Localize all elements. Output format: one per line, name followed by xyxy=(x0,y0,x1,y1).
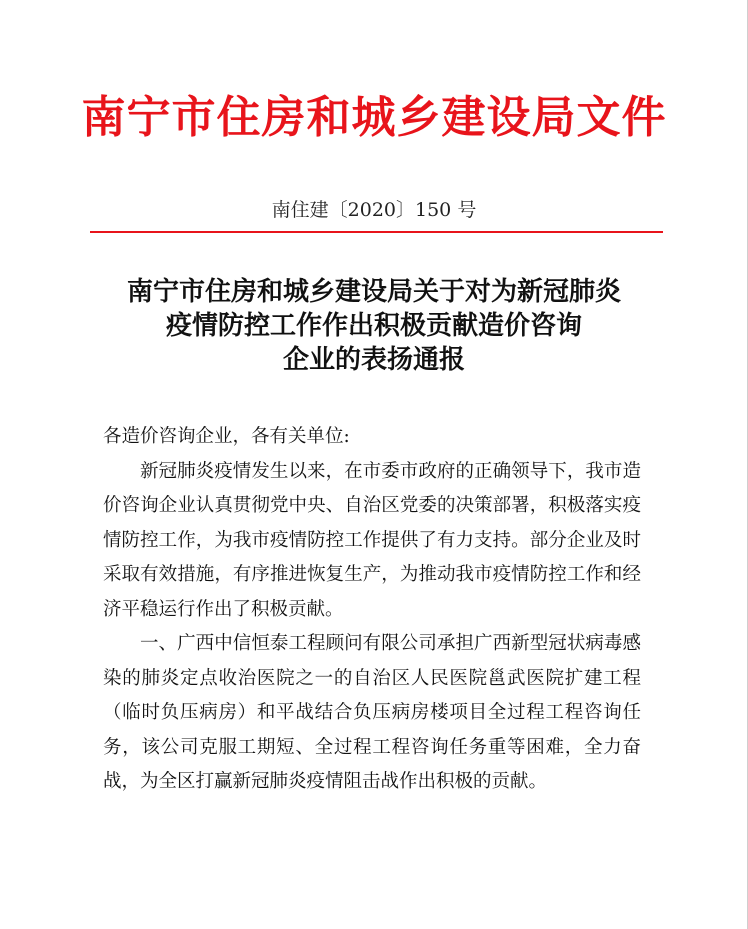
salutation: 各造价咨询企业，各有关单位: xyxy=(103,426,350,447)
notice-body xyxy=(103,420,641,800)
notice-title-line-2: 疫情防控工作作出积极贡献造价咨询 xyxy=(165,311,582,341)
notice-title xyxy=(0,275,748,377)
notice-title-line-3: 企业的表扬通报 xyxy=(282,345,465,375)
document-number: 南住建〔2020〕150 号 xyxy=(271,199,477,221)
notice-title-line-1: 南宁市住房和城乡建设局关于对为新冠肺炎 xyxy=(126,277,621,307)
body-paragraph-2: 一、广西中信恒泰工程顾问有限公司承担广西新型冠状病毒感染的肺炎定点收治医院之一的自治区人民医院邕武医院扩建工程（临时负压病房）和平战结合负压病房楼项目全过程工程咨询任务，该公司克服工期短、全过程工程咨询任务重等困难，全力奋战，为全区打赢新冠肺炎疫情阻击战作出积极的贡献。 xyxy=(103,633,641,792)
red-divider-line xyxy=(90,231,663,233)
issuer-header-title: 南宁市住房和城乡建设局文件 xyxy=(81,92,667,143)
body-paragraph-1: 新冠肺炎疫情发生以来，在市委市政府的正确领导下，我市造价咨询企业认真贯彻党中央、自治区党委的决策部署，积极落实疫情防控工作，为我市疫情防控工作提供了有力支持。部分企业及时采取有效措施，有序推进恢复生产，为推动我市疫情防控工作和经济平稳运行作出了积极贡献。 xyxy=(103,460,641,620)
